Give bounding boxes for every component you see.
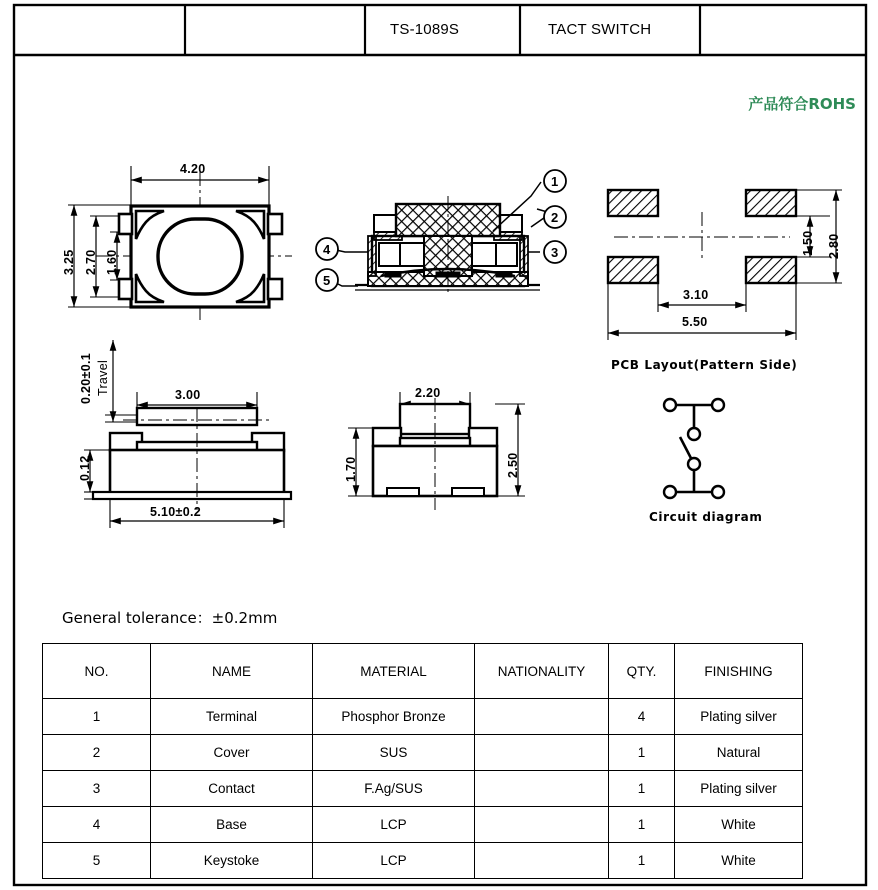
cell-name: Base (151, 807, 313, 843)
front-view-dim-button-width: 3.00 (175, 388, 201, 402)
pcb-dim-overall-height: 2.80 (827, 233, 841, 259)
cell-nationality (475, 699, 609, 735)
cell-no: 3 (43, 771, 151, 807)
front-side-view-geometry (84, 340, 291, 528)
cell-name: Contact (151, 771, 313, 807)
table-row (43, 735, 803, 771)
pcb-pad-bottom-right (746, 257, 796, 283)
table-row (43, 771, 803, 807)
cell-nationality (475, 771, 609, 807)
cell-no: 4 (43, 807, 151, 843)
column-header-no: NO. (43, 644, 151, 699)
cell-nationality (475, 807, 609, 843)
cell-name: Terminal (151, 699, 313, 735)
callout-balloon-1: 1 (551, 174, 559, 189)
circuit-diagram-geometry (664, 399, 724, 498)
cross-section-geometry (316, 170, 566, 296)
cell-material: Phosphor Bronze (313, 699, 475, 735)
cell-material: SUS (313, 735, 475, 771)
cell-material: F.Ag/SUS (313, 771, 475, 807)
cell-material: LCP (313, 807, 475, 843)
cell-finishing: Natural (675, 735, 803, 771)
cell-name: Keystoke (151, 843, 313, 879)
cell-finishing: White (675, 807, 803, 843)
cell-qty: 1 (609, 807, 675, 843)
pcb-dim-inner-height: 1.50 (801, 230, 815, 256)
header-product-name: TACT SWITCH (548, 21, 652, 38)
front-view-dim-overall-width: 5.10±0.2 (150, 505, 201, 519)
column-header-nationality: NATIONALITY (475, 644, 609, 699)
end-view-dim-body-height: 1.70 (344, 456, 358, 482)
table-header-row (43, 644, 803, 699)
callout-balloon-4: 4 (323, 242, 331, 257)
top-view-dim-height-mid: 2.70 (84, 249, 98, 275)
cell-finishing: Plating silver (675, 699, 803, 735)
column-header-material: MATERIAL (313, 644, 475, 699)
cell-no: 1 (43, 699, 151, 735)
front-view-dim-travel: 0.20±0.1 (79, 353, 93, 404)
parts-table (42, 643, 803, 879)
column-header-qty: QTY. (609, 644, 675, 699)
callout-balloon-2: 2 (551, 210, 559, 225)
top-view-dim-height-outer: 3.25 (62, 249, 76, 275)
pcb-pad-top-right (746, 190, 796, 216)
cell-finishing: White (675, 843, 803, 879)
rohs-note: 产品符合ROHS (748, 95, 856, 113)
pcb-dim-pad-gap: 3.10 (683, 288, 709, 302)
front-view-label-travel: Travel (96, 359, 110, 396)
cell-name: Cover (151, 735, 313, 771)
cell-material: LCP (313, 843, 475, 879)
cell-qty: 1 (609, 771, 675, 807)
column-header-finishing: FINISHING (675, 644, 803, 699)
cell-nationality (475, 843, 609, 879)
callout-balloon-5: 5 (323, 273, 331, 288)
table-row (43, 807, 803, 843)
cell-qty: 1 (609, 843, 675, 879)
pcb-pad-bottom-left (608, 257, 658, 283)
front-view-dim-terminal-thickness: 0.12 (78, 455, 92, 481)
column-header-name: NAME (151, 644, 313, 699)
header-part-number: TS-1089S (390, 21, 460, 38)
circuit-diagram-caption: Circuit diagram (649, 510, 763, 524)
top-view-dim-height-inner: 1.60 (105, 249, 119, 275)
end-side-view-geometry (348, 392, 525, 510)
pcb-dim-overall-width: 5.50 (682, 315, 708, 329)
cell-no: 5 (43, 843, 151, 879)
table-row (43, 843, 803, 879)
end-view-dim-overall-height: 2.50 (506, 452, 520, 478)
pcb-layout-caption: PCB Layout(Pattern Side) (611, 358, 798, 372)
cell-no: 2 (43, 735, 151, 771)
cell-nationality (475, 735, 609, 771)
table-row (43, 699, 803, 735)
pcb-pad-top-left (608, 190, 658, 216)
top-view-geometry (68, 166, 292, 320)
end-view-dim-button-width: 2.20 (415, 386, 441, 400)
cell-qty: 1 (609, 735, 675, 771)
cell-finishing: Plating silver (675, 771, 803, 807)
general-tolerance-note: General tolerance：±0.2mm (62, 609, 278, 627)
pcb-layout-geometry (608, 190, 842, 340)
cell-qty: 4 (609, 699, 675, 735)
callout-balloon-3: 3 (551, 245, 559, 260)
top-view-dim-width: 4.20 (180, 162, 206, 176)
